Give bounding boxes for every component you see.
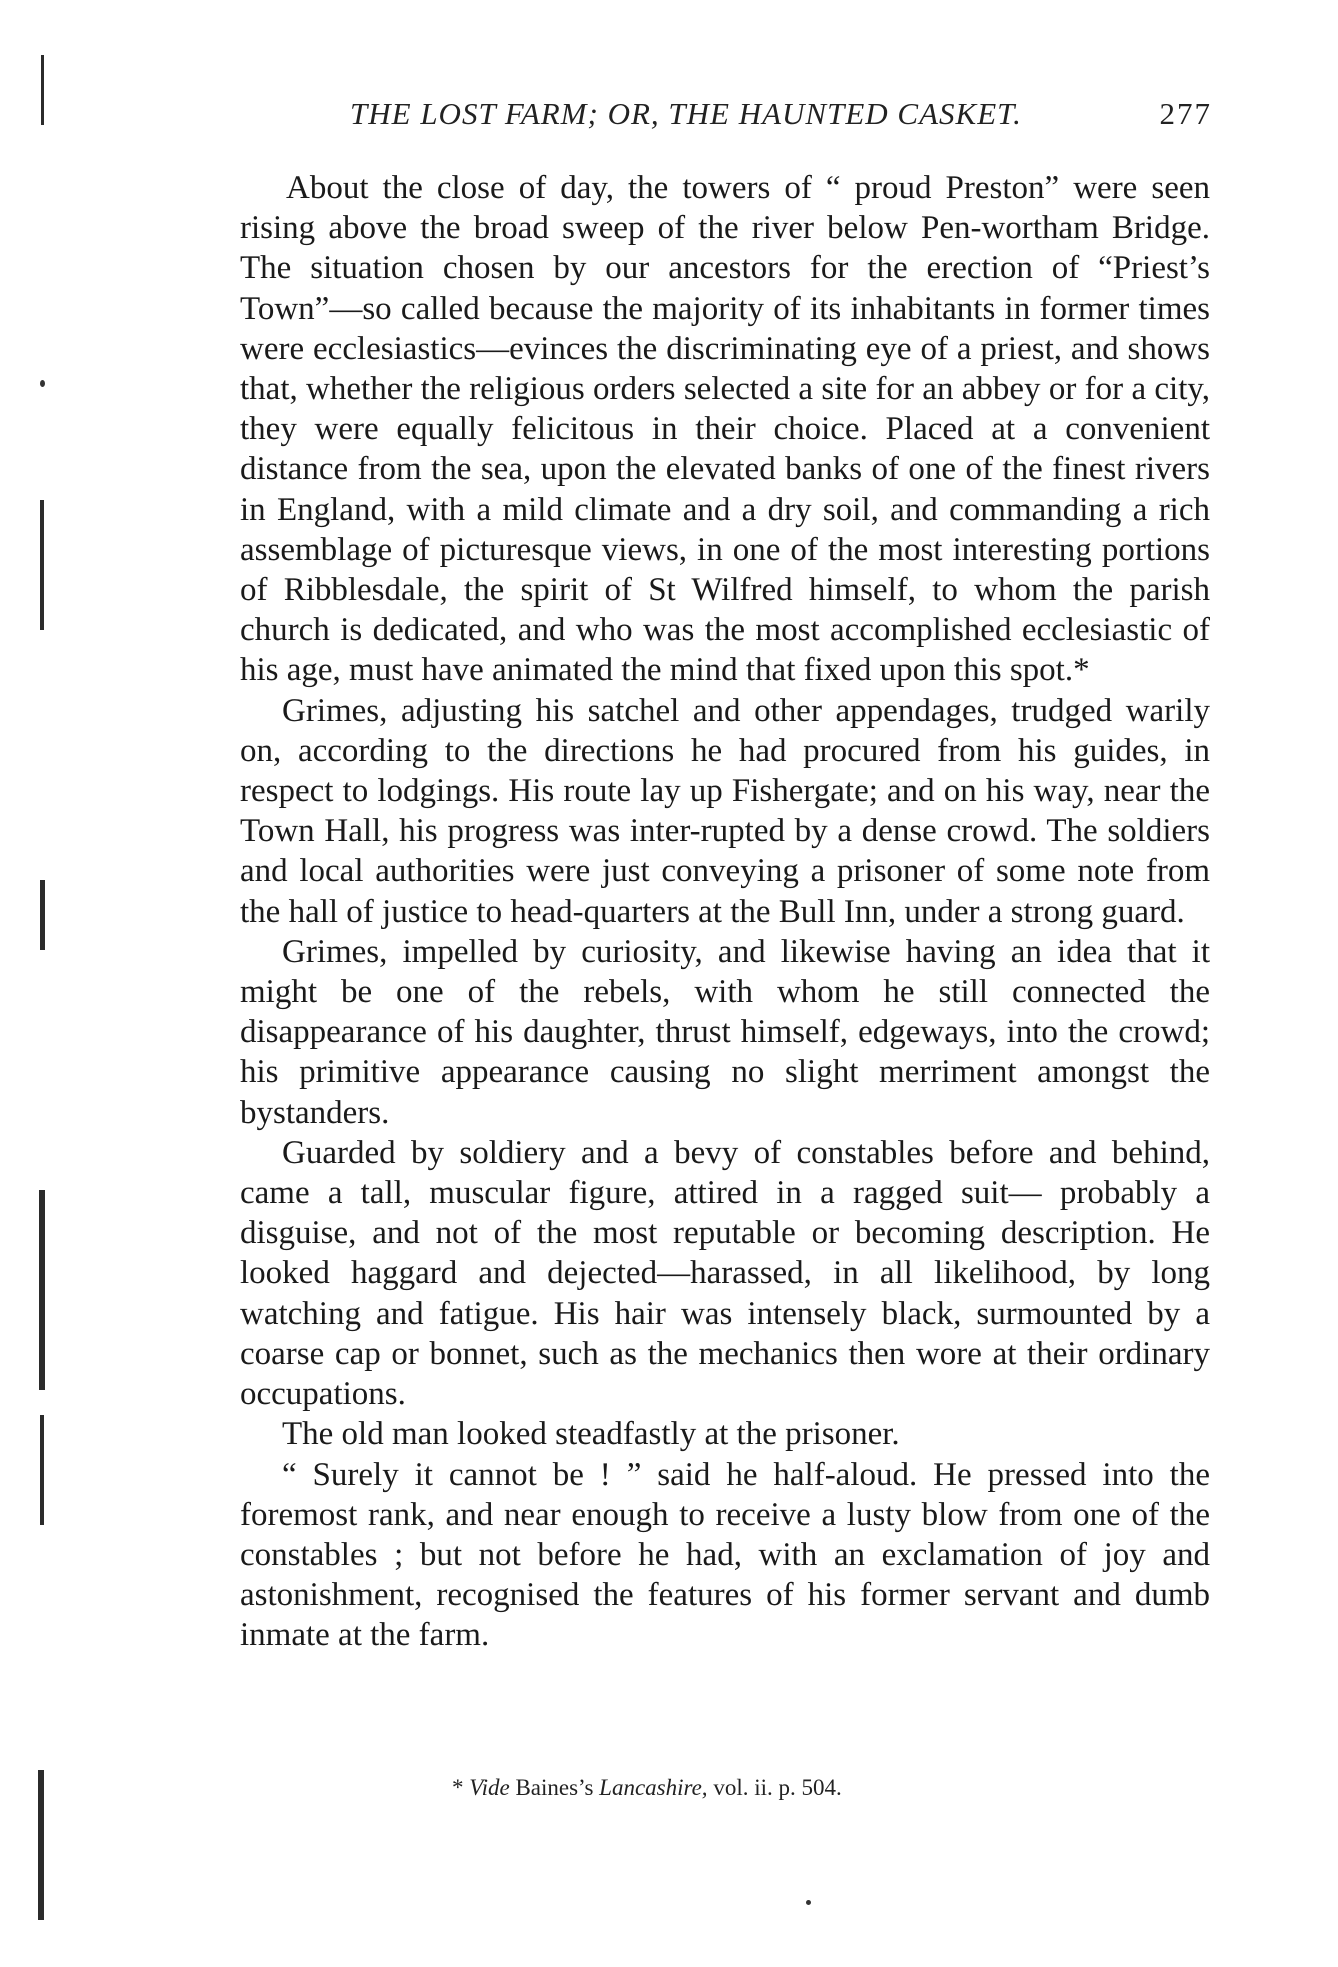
paragraph: The old man looked steadfastly at the prisoner. [282, 1416, 900, 1453]
body-text [240, 168, 1210, 1656]
scan-speck [806, 1900, 811, 1905]
scan-edge-mark [40, 500, 44, 630]
footnote-author: Baines’s [515, 1775, 594, 1800]
footnote-work: Lancashire, [599, 1775, 708, 1800]
scan-edge-mark [39, 1190, 45, 1390]
scan-speck [40, 380, 45, 387]
running-header [350, 96, 1212, 132]
paragraph: “ Surely it cannot be ! ” said he half-aloud. He pressed into the foremost rank, and near enough to receive a lusty blow from one of the constables ; but not before he had, with an exclamation of joy and astonishment, recognised the features of his former servant and dumb inmate at the farm. [240, 1456, 1210, 1654]
paragraph: Guarded by soldiery and a bevy of constables before and behind, came a tall, muscular figure, attired in a ragged suit— probably a disguise, and not of the most reputable or becoming description. He looked haggard and dejected—harassed, in all likelihood, by long watching and fatigue. His hair was intensely black, surmounted by a coarse cap or bonnet, such as the mechanics then wore at their ordinary occupations. [240, 1134, 1210, 1413]
footnote [452, 1775, 1152, 1801]
footnote-marker: * [452, 1775, 464, 1800]
footnote-vide: Vide [469, 1775, 510, 1800]
paragraph: About the close of day, the towers of “ proud Preston” were seen rising above the broad sweep of the river below Pen-wortham Bridge. The situation chosen by our ancestors for the erection of “Priest’s Town”—so called because the majority of its inhabitants in former times were ecclesiastics—evinces the discriminating eye of a priest, and shows that, whether the religious orders selected a site for an abbey or for a city, they were equally felicitous in their choice. Placed at a convenient distance from the sea, upon the elevated banks of one of the finest rivers in England, with a mild climate and a dry soil, and commanding a rich assemblage of picturesque views, in one of the most interesting portions of Ribblesdale, the spirit of St Wilfred himself, to whom the parish church is dedicated, and who was the most accomplished ecclesiastic of his age, must have animated the mind that fixed upon this spot.* [240, 170, 1210, 689]
paragraph: Grimes, adjusting his satchel and other appendages, trudged warily on, according to the directions he had procured from his guides, in respect to lodgings. His route lay up Fishergate; and on his way, near the Town Hall, his progress was inter-rupted by a dense crowd. The soldiers and local authorities were just conveying a prisoner of some note from the hall of justice to head-quarters at the Bull Inn, under a strong guard. [240, 692, 1210, 930]
scan-edge-mark [40, 1415, 44, 1525]
page-number: 277 [1159, 96, 1212, 131]
running-title: THE LOST FARM; OR, THE HAUNTED CASKET. [350, 96, 1022, 131]
scan-edge-mark [38, 1770, 44, 1920]
scan-edge-mark [40, 880, 45, 950]
paragraph: Grimes, impelled by curiosity, and likewise having an idea that it might be one of the rebels, with whom he still connected the disappearance of his daughter, thrust himself, edgeways, into the crowd; his primitive appearance causing no slight merriment amongst the bystanders. [240, 933, 1210, 1131]
footnote-reference: vol. ii. p. 504. [713, 1775, 842, 1800]
scan-edge-mark [41, 55, 44, 125]
